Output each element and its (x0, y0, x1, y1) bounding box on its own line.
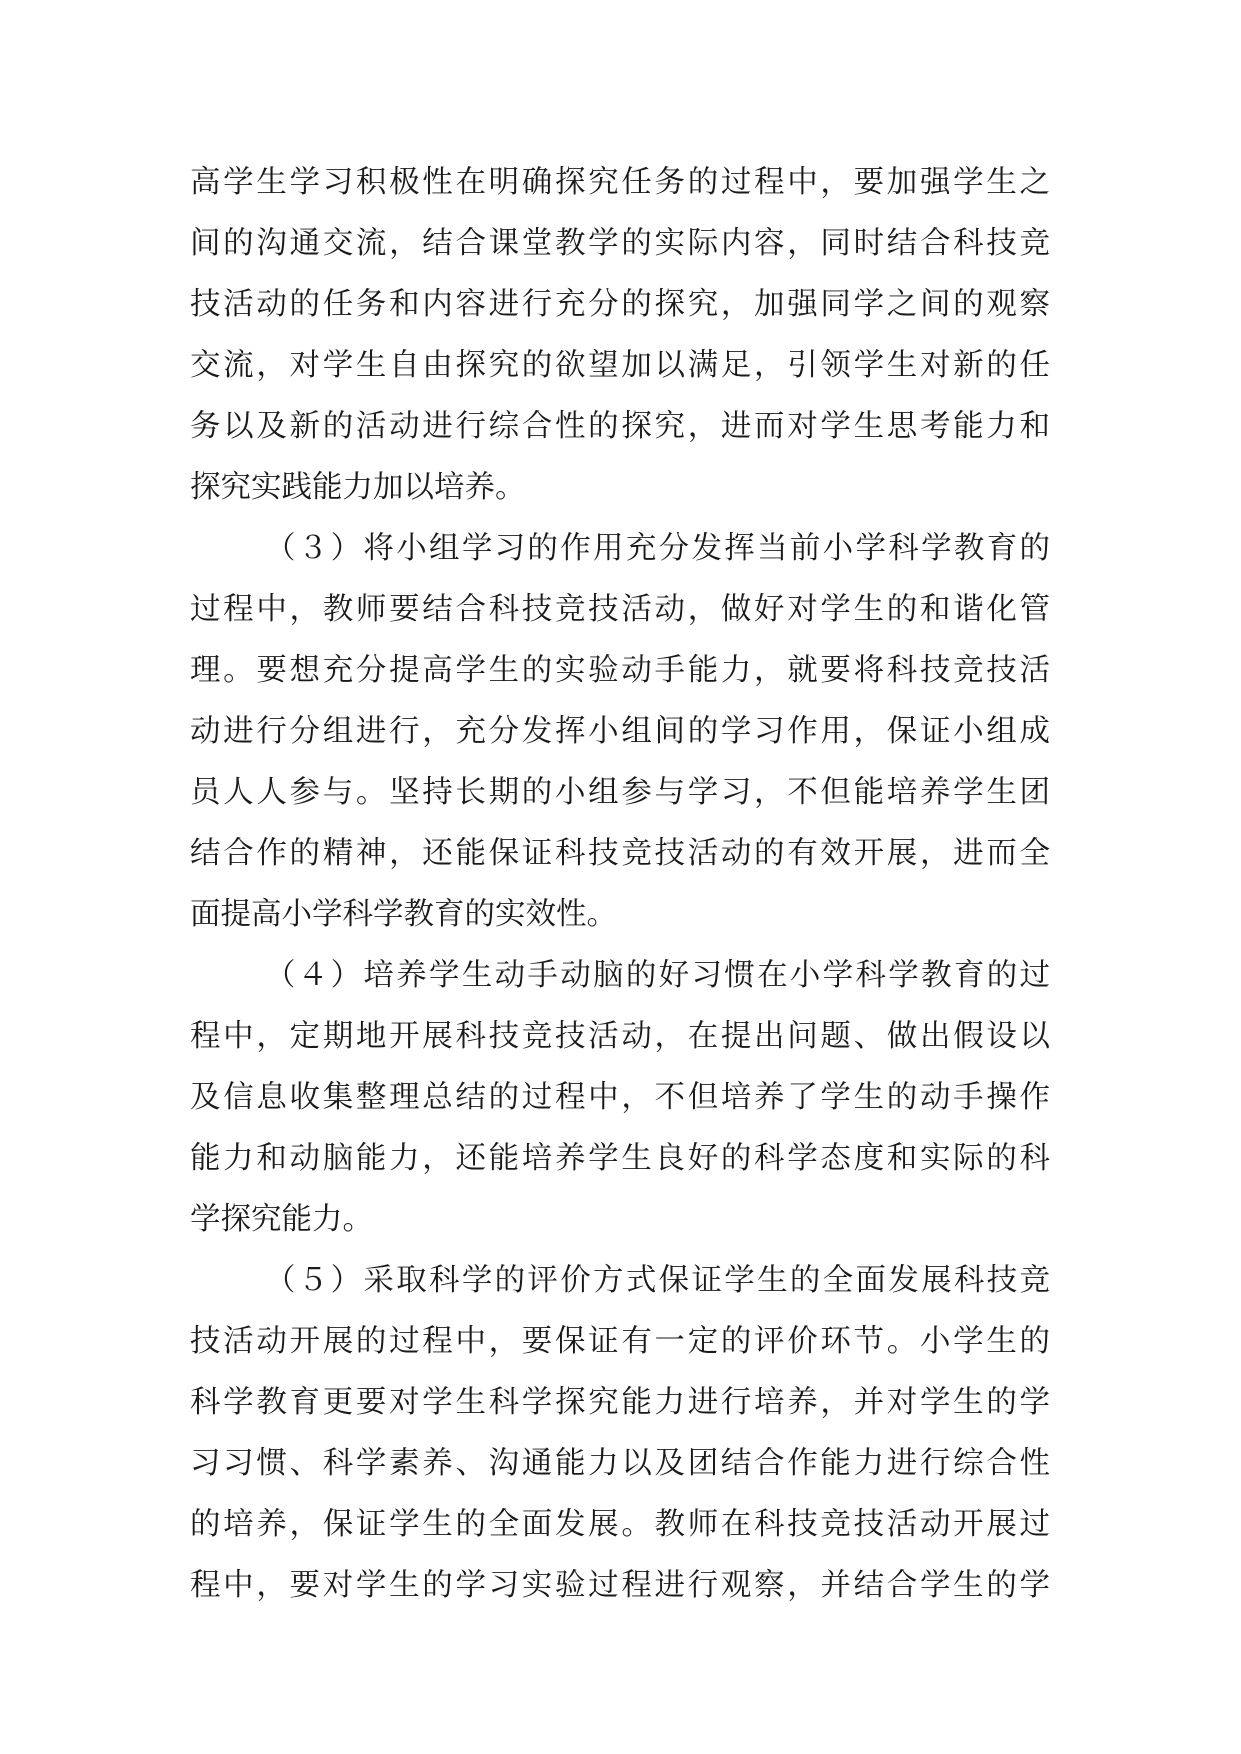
text-line: 员人人参与。坚持长期的小组参与学习，不但能培养学生团 (190, 775, 1050, 810)
document-body (190, 152, 1050, 1616)
text-line: 科学教育更要对学生科学探究能力进行培养，并对学生的学 (190, 1385, 1050, 1420)
text-line: 交流，对学生自由探究的欲望加以满足，引领学生对新的任 (190, 348, 1050, 383)
text-line: 程中，定期地开展科技竞技活动，在提出问题、做出假设以 (190, 1019, 1050, 1054)
paragraph-3 (190, 518, 1050, 945)
text-line: 理。要想充分提高学生的实验动手能力，就要将科技竞技活 (190, 653, 1050, 688)
text-line: （３）将小组学习的作用充分发挥当前小学科学教育的 (265, 531, 1050, 566)
text-line: 高学生学习积极性在明确探究任务的过程中，要加强学生之 (190, 165, 1050, 200)
text-line: 探究实践能力加以培养。 (190, 470, 526, 505)
paragraph-continuation (190, 152, 1050, 518)
text-line: （４）培养学生动手动脑的好习惯在小学科学教育的过 (265, 958, 1050, 993)
text-line: 程中，要对学生的学习实验过程进行观察，并结合学生的学 (190, 1568, 1050, 1603)
text-line: 过程中，教师要结合科技竞技活动，做好对学生的和谐化管 (190, 592, 1050, 627)
text-line: 能力和动脑能力，还能培养学生良好的科学态度和实际的科 (190, 1141, 1050, 1176)
text-line: 间的沟通交流，结合课堂教学的实际内容，同时结合科技竞 (190, 226, 1050, 261)
text-line: 技活动开展的过程中，要保证有一定的评价环节。小学生的 (190, 1324, 1050, 1359)
paragraph-4 (190, 945, 1050, 1250)
text-line: 及信息收集整理总结的过程中，不但培养了学生的动手操作 (190, 1080, 1050, 1115)
text-line: 面提高小学科学教育的实效性。 (190, 897, 617, 932)
paragraph-5 (190, 1250, 1050, 1616)
text-line: （５）采取科学的评价方式保证学生的全面发展科技竞 (265, 1263, 1050, 1298)
text-line: 结合作的精神，还能保证科技竞技活动的有效开展，进而全 (190, 836, 1050, 871)
text-line: 习习惯、科学素养、沟通能力以及团结合作能力进行综合性 (190, 1446, 1050, 1481)
text-line: 务以及新的活动进行综合性的探究，进而对学生思考能力和 (190, 409, 1050, 444)
text-line: 动进行分组进行，充分发挥小组间的学习作用，保证小组成 (190, 714, 1050, 749)
text-line: 技活动的任务和内容进行充分的探究，加强同学之间的观察 (190, 287, 1050, 322)
text-line: 的培养，保证学生的全面发展。教师在科技竞技活动开展过 (190, 1507, 1050, 1542)
text-line: 学探究能力。 (190, 1202, 373, 1237)
